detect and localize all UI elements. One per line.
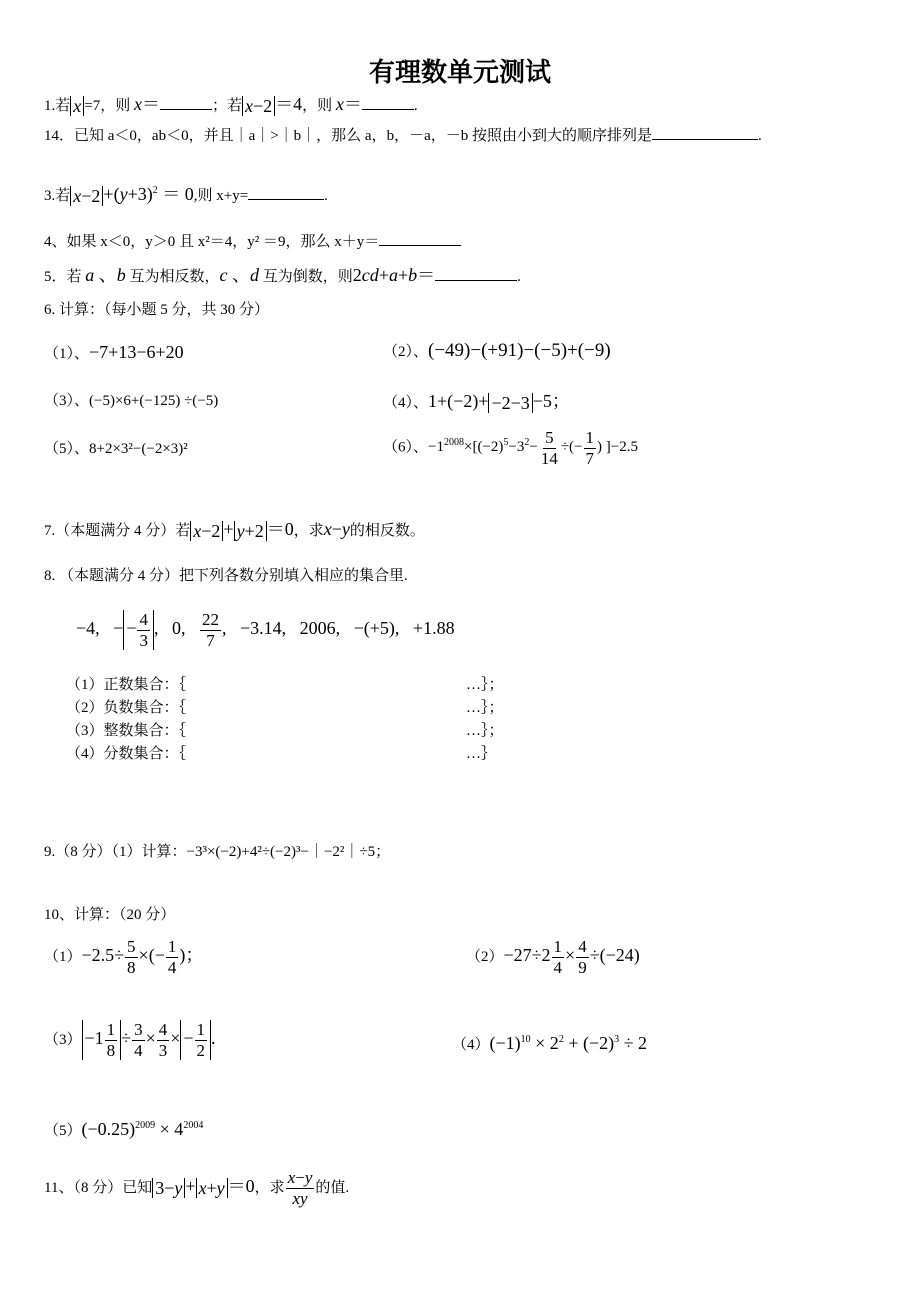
q3-blank[interactable] — [248, 185, 324, 200]
q10-p2-label: （2） — [466, 949, 504, 966]
q6-part-3: （3）、(−5)×6+(−125) ÷(−5) — [44, 393, 219, 409]
question-9: 9.（8 分）（1）计算：−3³×(−2)+4²÷(−2)³−｜−2²｜÷5； — [44, 844, 391, 860]
q6-p4-label: （4）、 — [383, 395, 429, 411]
q1-prefix: 1.若 — [44, 98, 71, 114]
q6-p1-label: （1）、 — [44, 346, 90, 362]
q10-p3-label: （3） — [44, 1032, 82, 1049]
question-8-heading: 8. （本题满分 4 分）把下列各数分别填入相应的集合里. — [44, 568, 408, 584]
question-7 — [44, 520, 425, 541]
q5-blank[interactable] — [435, 266, 517, 281]
q1-x-eq-2: x＝ — [335, 94, 362, 114]
q1-text-3: ，则 — [302, 98, 333, 114]
q10-part-5 — [44, 1120, 203, 1139]
q6-p1-expr: −7+13−6+20 — [89, 342, 184, 362]
q6-p4-expr: 1+(−2)+ −2−3 −5； — [428, 391, 570, 413]
q8-set-fraction-end: …｝ — [466, 746, 497, 762]
q4-blank[interactable] — [379, 231, 461, 246]
q7-prefix: 7.（本题满分 4 分）若 — [44, 523, 191, 539]
q5-text: 互为相反数， — [129, 269, 220, 285]
q3-expression: $x-2 +(y+3)^2 = 0$ — [70, 184, 193, 204]
q6-part-4 — [383, 392, 570, 413]
page-title: 有理数单元测试 — [368, 58, 551, 88]
q8-numbers: −4, − − $\frac{4}{3}$ , 0, $\frac{22}{7}$ , −3.14, 2006, −(+5), +1.88 — [76, 610, 455, 650]
q14-blank[interactable] — [652, 125, 758, 140]
q6-p6-label: （6）、 — [383, 439, 429, 456]
q8-number-list — [76, 610, 455, 650]
q6-p2-expr: (−49)−(+91)−(−5)+(−9) — [428, 340, 611, 361]
question-14: 14．已知 a＜0，ab＜0，并且｜a｜>｜b｜，那么 a，b，－a，－b 按照由小到大的顺序排列是 . — [44, 125, 762, 144]
q11-prefix: 11、（8 分）已知 — [44, 1180, 153, 1197]
q11-fraction: $\frac{x-y}{xy}$ — [287, 1168, 313, 1208]
q10-p5-expr: $(-0.25)^{2009} \times 4^{2004}$ — [81, 1119, 204, 1139]
q10-p5-label: （5） — [44, 1123, 82, 1139]
q7-target: x−y — [323, 519, 350, 539]
q1-x-eq: x＝ — [133, 94, 160, 114]
q10-p4-label: （4） — [452, 1037, 490, 1053]
q6-part-2 — [383, 341, 611, 360]
q10-p4-expr: $(-1)^{10} \times 2^2 + (-2)^3 \div 2$ — [489, 1033, 647, 1053]
q7-text: ，求 — [293, 523, 324, 539]
q10-p1-label: （1） — [44, 949, 82, 966]
q14-text: 14．已知 a＜0，ab＜0，并且｜a｜>｜b｜，那么 a，b，－a，－b 按照由小到大的顺序排列是 — [44, 128, 653, 144]
q1-abs-x: x — [70, 94, 84, 114]
q1-blank-1[interactable] — [160, 95, 212, 110]
q8-set-negative-end: …｝； — [466, 700, 504, 716]
q5-expression: 2cd+a+b＝ — [352, 265, 436, 285]
q11-expression: 3−y + x+y ＝0 — [152, 1176, 254, 1196]
q11-text: ，求 — [254, 1180, 285, 1197]
q10-p3-expr: −1 $\frac{1}{8}$ ÷ $\frac{3}{4}$ × $\frac{4}{3}$ × − $\frac{1}{2}$ . — [82, 1028, 216, 1048]
q5-ab: a 、b — [85, 265, 126, 285]
q8-set-positive-end: …｝； — [466, 677, 504, 693]
q6-p2-label: （2）、 — [383, 344, 429, 360]
q6-part-6 — [383, 428, 638, 468]
q3-end: . — [324, 188, 328, 204]
q4-text: 4、如果 x＜0，y＞0 且 x²＝4，y² ＝9，那么 x＋y＝ — [44, 234, 380, 250]
q3-text: ,则 x+y= — [193, 188, 249, 204]
question-5: 5．若 a 、b 互为相反数，c 、d 互为倒数，则2cd+a+b＝ . — [44, 265, 521, 285]
q5-cd: c 、d — [219, 265, 260, 285]
q3-prefix: 3.若 — [44, 188, 71, 204]
q10-part-1 — [44, 937, 203, 977]
question-10-heading: 10、计算：（20 分） — [44, 907, 176, 923]
q6-part-1 — [44, 343, 184, 362]
q10-p2-expr: −27÷2 $\frac{1}{4}$ × $\frac{4}{9}$ ÷(−24) — [503, 937, 640, 977]
q1-text-2: ；若 — [211, 98, 242, 114]
q1-text: =7，则 — [84, 98, 131, 114]
q7-text-2: 的相反数。 — [349, 523, 425, 539]
question-11 — [44, 1168, 349, 1208]
q6-part-5: （5）、8+2×3²−(−2×3)² — [44, 441, 188, 457]
q1-blank-2[interactable] — [362, 95, 414, 110]
q8-set-positive: （1）正数集合：｛ — [66, 677, 187, 693]
q7-expression: x−2 + y+2 ＝0 — [190, 519, 293, 539]
q11-text-2: 的值. — [315, 1180, 350, 1197]
q8-set-integer: （3）整数集合：｛ — [66, 723, 187, 739]
q6-p6-expr: $-1^{2008}\times[(-2)^5-3^2-$ $\frac{5}{14}$ ÷(− $\frac{1}{7}$ ) ]−2.5 — [428, 428, 638, 468]
question-6-heading: 6. 计算：（每小题 5 分，共 30 分） — [44, 302, 270, 318]
q8-set-fraction: （4）分数集合：｛ — [66, 746, 187, 762]
question-1: 1.若 x =7，则 x＝ ；若 x−2 ＝4，则 x＝ . — [44, 94, 418, 116]
q5-prefix: 5．若 — [44, 269, 82, 285]
q10-part-3 — [44, 1020, 216, 1060]
question-3 — [44, 185, 328, 206]
q10-part-2 — [466, 937, 640, 977]
question-4 — [44, 231, 461, 250]
q8-set-negative: （2）负数集合：｛ — [66, 700, 187, 716]
q10-part-4 — [452, 1034, 647, 1053]
q10-p1-expr: −2.5÷ $\frac{5}{8}$ ×(− $\frac{1}{4}$ )； — [81, 937, 204, 977]
q1-abs-expr: x−2 ＝4 — [242, 94, 302, 114]
q5-text-2: 互为倒数，则 — [262, 269, 353, 285]
q8-set-integer-end: …｝； — [466, 723, 504, 739]
